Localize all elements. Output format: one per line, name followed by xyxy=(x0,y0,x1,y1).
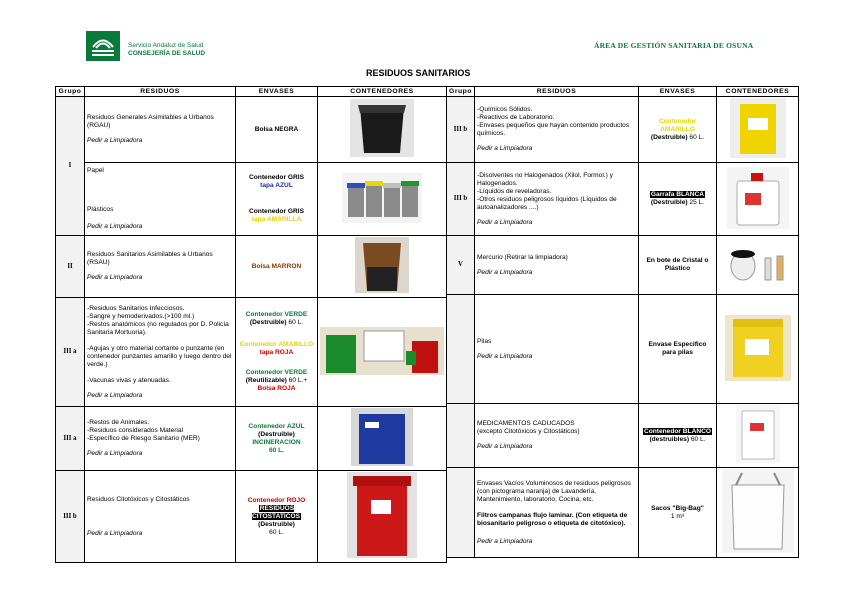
envase-cell xyxy=(236,407,318,471)
envase-cell xyxy=(639,163,717,236)
residuo-line: -Vacunas vivas y atenuadas. xyxy=(87,376,171,384)
col-envases: ENVASES xyxy=(639,87,717,97)
col-residuos: RESIDUOS xyxy=(85,87,236,97)
pedir-text: Pedir a Limpiadora xyxy=(477,145,533,152)
logo-text xyxy=(128,42,205,58)
container-image-cell xyxy=(318,97,447,163)
right-header-row xyxy=(447,87,799,97)
envase-line: (Destruible) xyxy=(258,520,295,528)
red-bin-image xyxy=(347,472,417,558)
col-contenedores: CONTENEDORES xyxy=(318,87,447,97)
pedir-text: Pedir a Limpiadora xyxy=(87,529,143,537)
envase-line: 60 L. xyxy=(288,319,304,326)
envase-line: (Destruible) xyxy=(249,319,287,326)
residuo-cell xyxy=(475,97,639,163)
pedir-text: Pedir a Limpiadora xyxy=(477,352,533,360)
envase-line: Contenedor AMARILLO xyxy=(239,341,314,348)
envase-line: Contenedor VERDE xyxy=(245,369,308,376)
group-cell: II xyxy=(56,236,85,298)
envase-line: 1 m³ xyxy=(670,512,685,520)
envase-line: Contenedor AZUL xyxy=(248,422,305,430)
residuo-line: -Otros residuos peligrosos líquidos (Líquidos de autoanalizadores ....) xyxy=(477,195,617,211)
pedir-text: Pedir a Limpiadora xyxy=(87,450,143,457)
table-row xyxy=(56,298,447,407)
table-row xyxy=(447,295,799,404)
envase-line: (Destruible) xyxy=(650,133,688,141)
residuo-line: -Residuos considerados Material xyxy=(87,427,184,434)
container-image-cell xyxy=(717,97,799,163)
group-cell: III a xyxy=(56,298,85,407)
green-bins-image xyxy=(320,327,444,375)
residuo-line: Envases Vacíos Voluminosos de residuos peligrosos (con pictograma naranja) de Lavandería, Mantenimiento, laboratorio, Cocina, etc. xyxy=(477,479,631,503)
residuo-line: -Líquidos de reveladoras. xyxy=(477,187,552,195)
residuo-cell xyxy=(85,471,236,563)
col-contenedores: CONTENEDORES xyxy=(717,87,799,97)
envase-line: Contenedor GRIS xyxy=(249,174,304,181)
residuo-text: Pilas xyxy=(477,337,492,345)
envase-cell xyxy=(639,97,717,163)
battery-container-image xyxy=(725,315,791,381)
group-cell: III b xyxy=(447,163,475,236)
table-row xyxy=(56,471,447,563)
residuo-line: -Reactivos de Laboratorio. xyxy=(477,114,555,121)
table-row xyxy=(56,97,447,163)
blue-bin-image xyxy=(351,408,413,466)
recycle-bins-image xyxy=(342,173,422,223)
logo-line-2: CONSEJERÍA DE SALUD xyxy=(128,50,206,57)
white-bin-image xyxy=(736,405,780,463)
residuo-line: -Agujas y otro material cortante o punzante (en contenedor punzantes amarillo y luego dentro del verde.) xyxy=(87,344,232,368)
table-row xyxy=(447,163,799,236)
envase-line: RESIDUOS CITOSTATICOS xyxy=(252,504,300,520)
envase-line: 60 L. xyxy=(690,435,706,443)
brown-bag-bin-image xyxy=(355,237,409,293)
residuo-plasticos: Plásticos xyxy=(87,206,114,213)
page-title: RESIDUOS SANITARIOS xyxy=(366,68,471,78)
area-heading: ÁREA DE GESTIÓN SANITARIA DE OSUNA xyxy=(594,41,754,50)
col-grupo: Grupo xyxy=(447,87,475,97)
residuo-cell xyxy=(85,298,236,407)
residuo-line: -Restos anatómicos (no regulados por D. Policía Sanitaria Mortuoria). xyxy=(87,320,229,336)
envase-line: (Destruible) xyxy=(258,430,295,438)
envase-line: 25 L. xyxy=(689,199,705,206)
container-image-cell xyxy=(717,295,799,404)
residuo-cell xyxy=(85,236,236,298)
residuo-papel: Papel xyxy=(87,167,104,174)
group-cell xyxy=(447,404,475,468)
residuo-line: Filtros campanas flujo laminar. (Con etiqueta de biosanitario peligroso o etiqueta de citotóxico). xyxy=(477,511,628,527)
junta-logo xyxy=(86,31,120,61)
container-image-cell xyxy=(318,471,447,563)
container-image-cell xyxy=(717,163,799,236)
group-cell xyxy=(447,468,475,558)
container-image-cell xyxy=(318,407,447,471)
big-bag-image xyxy=(722,469,794,553)
envase-line: Contenedor VERDE xyxy=(245,311,308,318)
group-cell: V xyxy=(447,236,475,295)
envase-line: Contenedor BLANCO xyxy=(643,427,712,435)
envase-cell: Bolsa NEGRA xyxy=(236,97,318,163)
envase-line: INCINERACION xyxy=(252,438,301,446)
envase-line: 60 L. xyxy=(689,133,705,141)
envase-line: Contenedor GRIS xyxy=(249,208,304,215)
envase-line: 60 L.+ xyxy=(288,377,308,384)
pedir-text: Pedir a Limpiadora xyxy=(87,274,143,281)
envase-line: Contenedor ROJO xyxy=(247,496,306,504)
envase-line: 60 L. xyxy=(268,446,285,454)
residuo-cell xyxy=(475,404,639,468)
table-row xyxy=(447,468,799,558)
container-image-cell xyxy=(318,236,447,298)
residuo-text: Residuos Sanitarios Asimilables a Urbanos (RSAU) xyxy=(87,251,213,266)
pedir-text: Pedir a Limpiadora xyxy=(477,268,533,276)
left-table xyxy=(55,86,447,563)
residuo-line: -Residuos Sanitarios Infecciosos. xyxy=(87,304,185,312)
container-image-cell xyxy=(318,163,447,236)
pedir-text: Pedir a Limpiadora xyxy=(87,391,143,399)
envase-line: tapa AZUL xyxy=(260,182,293,189)
envase-line: Bolsa ROJA xyxy=(257,385,296,392)
container-image-cell xyxy=(717,236,799,295)
envase-line: tapa ROJA xyxy=(259,349,294,356)
residuo-cell xyxy=(475,163,639,236)
residuo-line: -Sangre y hemoderivados.(>100 ml.) xyxy=(87,312,195,320)
residuo-line: -Disolventes no Halogenados (Xilol, Formol.) y Halogenados. xyxy=(477,171,613,187)
envase-line: 60 L. xyxy=(269,528,284,536)
table-row xyxy=(447,236,799,295)
container-image-cell xyxy=(717,404,799,468)
envase-line: (Reutilizable) xyxy=(245,377,287,384)
envase-cell xyxy=(639,468,717,558)
group-cell: III a xyxy=(56,407,85,471)
table-row xyxy=(447,97,799,163)
right-table xyxy=(446,86,799,558)
envase-cell xyxy=(236,163,318,236)
col-envases: ENVASES xyxy=(236,87,318,97)
logo-line-1: Servicio Andaluz de Salud xyxy=(128,42,204,49)
envase-line: Contenedor AMARILLO xyxy=(659,117,696,133)
group-cell xyxy=(447,295,475,404)
envase-line: Sacos "Big-Bag" xyxy=(651,504,704,512)
group-cell: III b xyxy=(56,471,85,563)
residuo-line: (excepto Citotóxicos y Citostáticos) xyxy=(477,428,580,435)
yellow-bin-image xyxy=(730,98,786,158)
mercury-bottles-image xyxy=(727,244,789,284)
residuo-cell xyxy=(85,163,236,236)
envase-cell: Bolsa MARRON xyxy=(236,236,318,298)
residuo-text: Mercurio (Retirar la limpiadora) xyxy=(477,253,568,261)
envase-cell xyxy=(236,471,318,563)
left-header-row xyxy=(56,87,447,97)
table-row xyxy=(56,407,447,471)
pedir-text: Pedir a Limpiadora xyxy=(87,137,143,144)
black-bag-bin-image xyxy=(350,99,414,157)
group-cell: III b xyxy=(447,97,475,163)
pedir-text: Pedir a Limpiadora xyxy=(477,537,533,545)
pedir-text: Pedir a Limpiadora xyxy=(87,223,143,230)
col-grupo: Grupo xyxy=(56,87,85,97)
residuo-text: Residuos Citotóxicos y Citostáticos xyxy=(87,495,190,503)
envase-cell: Envase Especifico para pilas xyxy=(639,295,717,404)
residuo-cell xyxy=(475,295,639,404)
envase-cell: En bote de Cristal o Plástico xyxy=(639,236,717,295)
residuo-line: -Químicos Sólidos. xyxy=(477,106,533,113)
envase-line: (Destruible) xyxy=(650,199,688,206)
residuo-line: -Específico de Riesgo Sanitario (MER) xyxy=(87,435,200,442)
pedir-text: Pedir a Limpiadora xyxy=(477,443,533,450)
table-row xyxy=(447,404,799,468)
residuo-cell xyxy=(85,407,236,471)
residuo-line: -Envases pequeños que hayan contenido productos químicos. xyxy=(477,122,630,137)
col-residuos: RESIDUOS xyxy=(475,87,639,97)
residuo-text: Residuos Generales Asimilables a Urbanos (RGAU) xyxy=(87,114,214,129)
residuo-line: -Restos de Animales. xyxy=(87,419,150,426)
residuo-line: MEDICAMENTOS CADUCADOS xyxy=(477,420,575,427)
envase-line: tapa AMARILLA xyxy=(251,216,302,223)
envase-cell xyxy=(639,404,717,468)
group-cell: I xyxy=(56,97,85,236)
white-jug-image xyxy=(727,167,789,229)
envase-line: Garrafa BLANCA xyxy=(650,191,705,198)
container-image-cell xyxy=(318,298,447,407)
residuo-cell xyxy=(85,97,236,163)
table-row xyxy=(56,163,447,236)
envase-line: (destruibles) xyxy=(649,435,690,443)
residuo-cell xyxy=(475,236,639,295)
residuo-cell xyxy=(475,468,639,558)
pedir-text: Pedir a Limpiadora xyxy=(477,218,533,226)
table-row xyxy=(56,236,447,298)
envase-cell xyxy=(236,298,318,407)
container-image-cell xyxy=(717,468,799,558)
